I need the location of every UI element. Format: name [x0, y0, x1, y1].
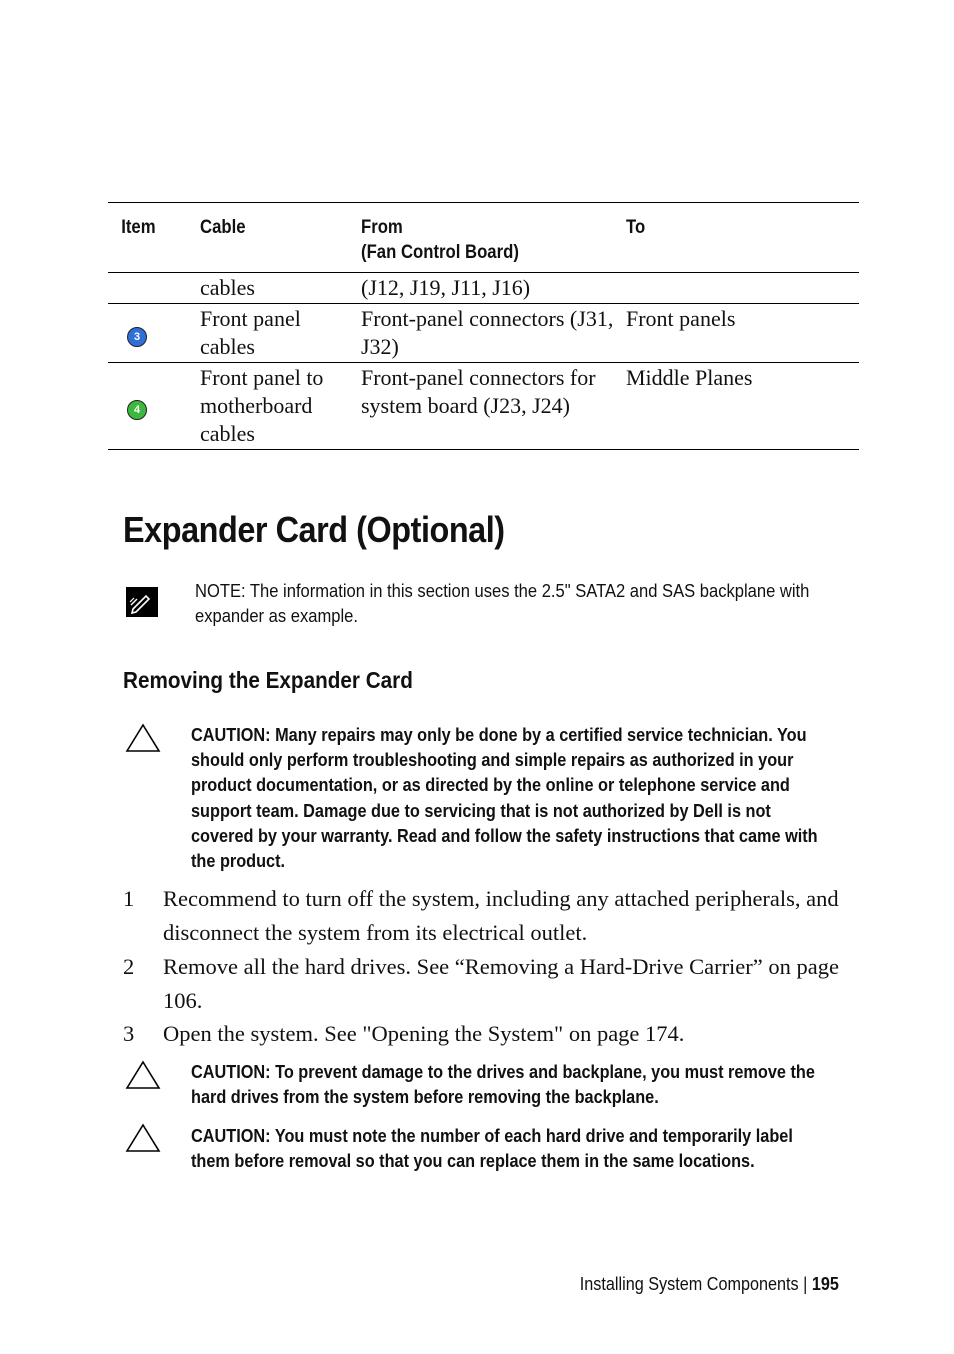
footer-chapter: Installing System Components	[579, 1274, 799, 1294]
caution-block	[191, 1123, 825, 1173]
caution-label: CAUTION:	[191, 724, 271, 745]
row-to	[626, 273, 859, 304]
caution-block	[191, 1059, 825, 1109]
table-row	[108, 304, 859, 363]
note-label: NOTE:	[195, 581, 246, 601]
header-from-line2: (Fan Control Board)	[361, 242, 519, 263]
row-to: Front panels	[626, 306, 736, 331]
caution-label: CAUTION:	[191, 1061, 271, 1082]
row-item	[108, 363, 200, 450]
table-row	[108, 273, 859, 304]
footer-separator: |	[803, 1274, 808, 1294]
step-number: 1	[123, 886, 135, 911]
step-text: Recommend to turn off the system, including any attached peripherals, and disconnect the system from its electrical outlet.	[163, 886, 839, 945]
row-cable: Front panel cables	[200, 306, 301, 359]
page-number: 195	[811, 1274, 839, 1294]
step-number: 2	[123, 954, 135, 979]
list-item	[123, 882, 853, 950]
caution-text: To prevent damage to the drives and backplane, you must remove the hard drives from the system before removing the backplane.	[191, 1061, 815, 1108]
header-cable: Cable	[200, 217, 246, 238]
page-footer	[580, 1271, 839, 1297]
section-title: Expander Card (Optional)	[123, 509, 505, 550]
note-pencil-icon	[126, 587, 158, 617]
row-item	[108, 304, 200, 363]
step-text: Remove all the hard drives. See “Removing a Hard-Drive Carrier” on page 106.	[163, 954, 839, 1013]
row-cable: cables	[200, 275, 255, 300]
step-number: 3	[123, 1021, 135, 1046]
row-from: Front-panel connectors (J31, J32)	[361, 306, 614, 359]
row-from: (J12, J19, J11, J16)	[361, 275, 531, 300]
row-item	[108, 273, 200, 304]
caution-triangle-icon	[125, 1060, 161, 1090]
header-to: To	[626, 217, 646, 238]
caution-block	[191, 722, 825, 873]
caution-text: You must note the number of each hard drive and temporarily label them before removal so that you can replace them in the same locations.	[191, 1125, 793, 1172]
subsection-title: Removing the Expander Card	[123, 667, 413, 693]
note-body: The information in this section uses the 2.5" SATA2 and SAS backplane with expander as example.	[195, 581, 810, 626]
step-text: Open the system. See "Opening the System" on page 174.	[163, 1021, 685, 1046]
header-item: Item	[121, 217, 156, 238]
caution-triangle-icon	[125, 1123, 161, 1153]
row-from: Front-panel connectors for system board (J23, J24)	[361, 365, 596, 418]
row-to: Middle Planes	[626, 365, 753, 390]
caution-text: Many repairs may only be done by a certified service technician. You should only perform troubleshooting and simple repairs as authorized in your product documentation, or as directed by the online or telephone service and support team. Damage due to servicing that is not authorized by Dell is not covered by your warranty. Read and follow the safety instructions that came with the product.	[191, 724, 818, 872]
caution-triangle-icon	[125, 723, 161, 753]
callout-badge-icon: 4	[127, 400, 147, 420]
table-row	[108, 363, 859, 450]
note-text	[195, 579, 830, 629]
list-item	[123, 950, 853, 1018]
table-header-row	[108, 203, 859, 273]
cable-table	[108, 202, 859, 450]
callout-badge-icon: 3	[127, 327, 147, 347]
list-item	[123, 1017, 853, 1051]
caution-label: CAUTION:	[191, 1125, 271, 1146]
header-from-line1: From	[361, 217, 403, 238]
header-from	[361, 203, 594, 273]
row-cable: Front panel to motherboard cables	[200, 365, 324, 446]
